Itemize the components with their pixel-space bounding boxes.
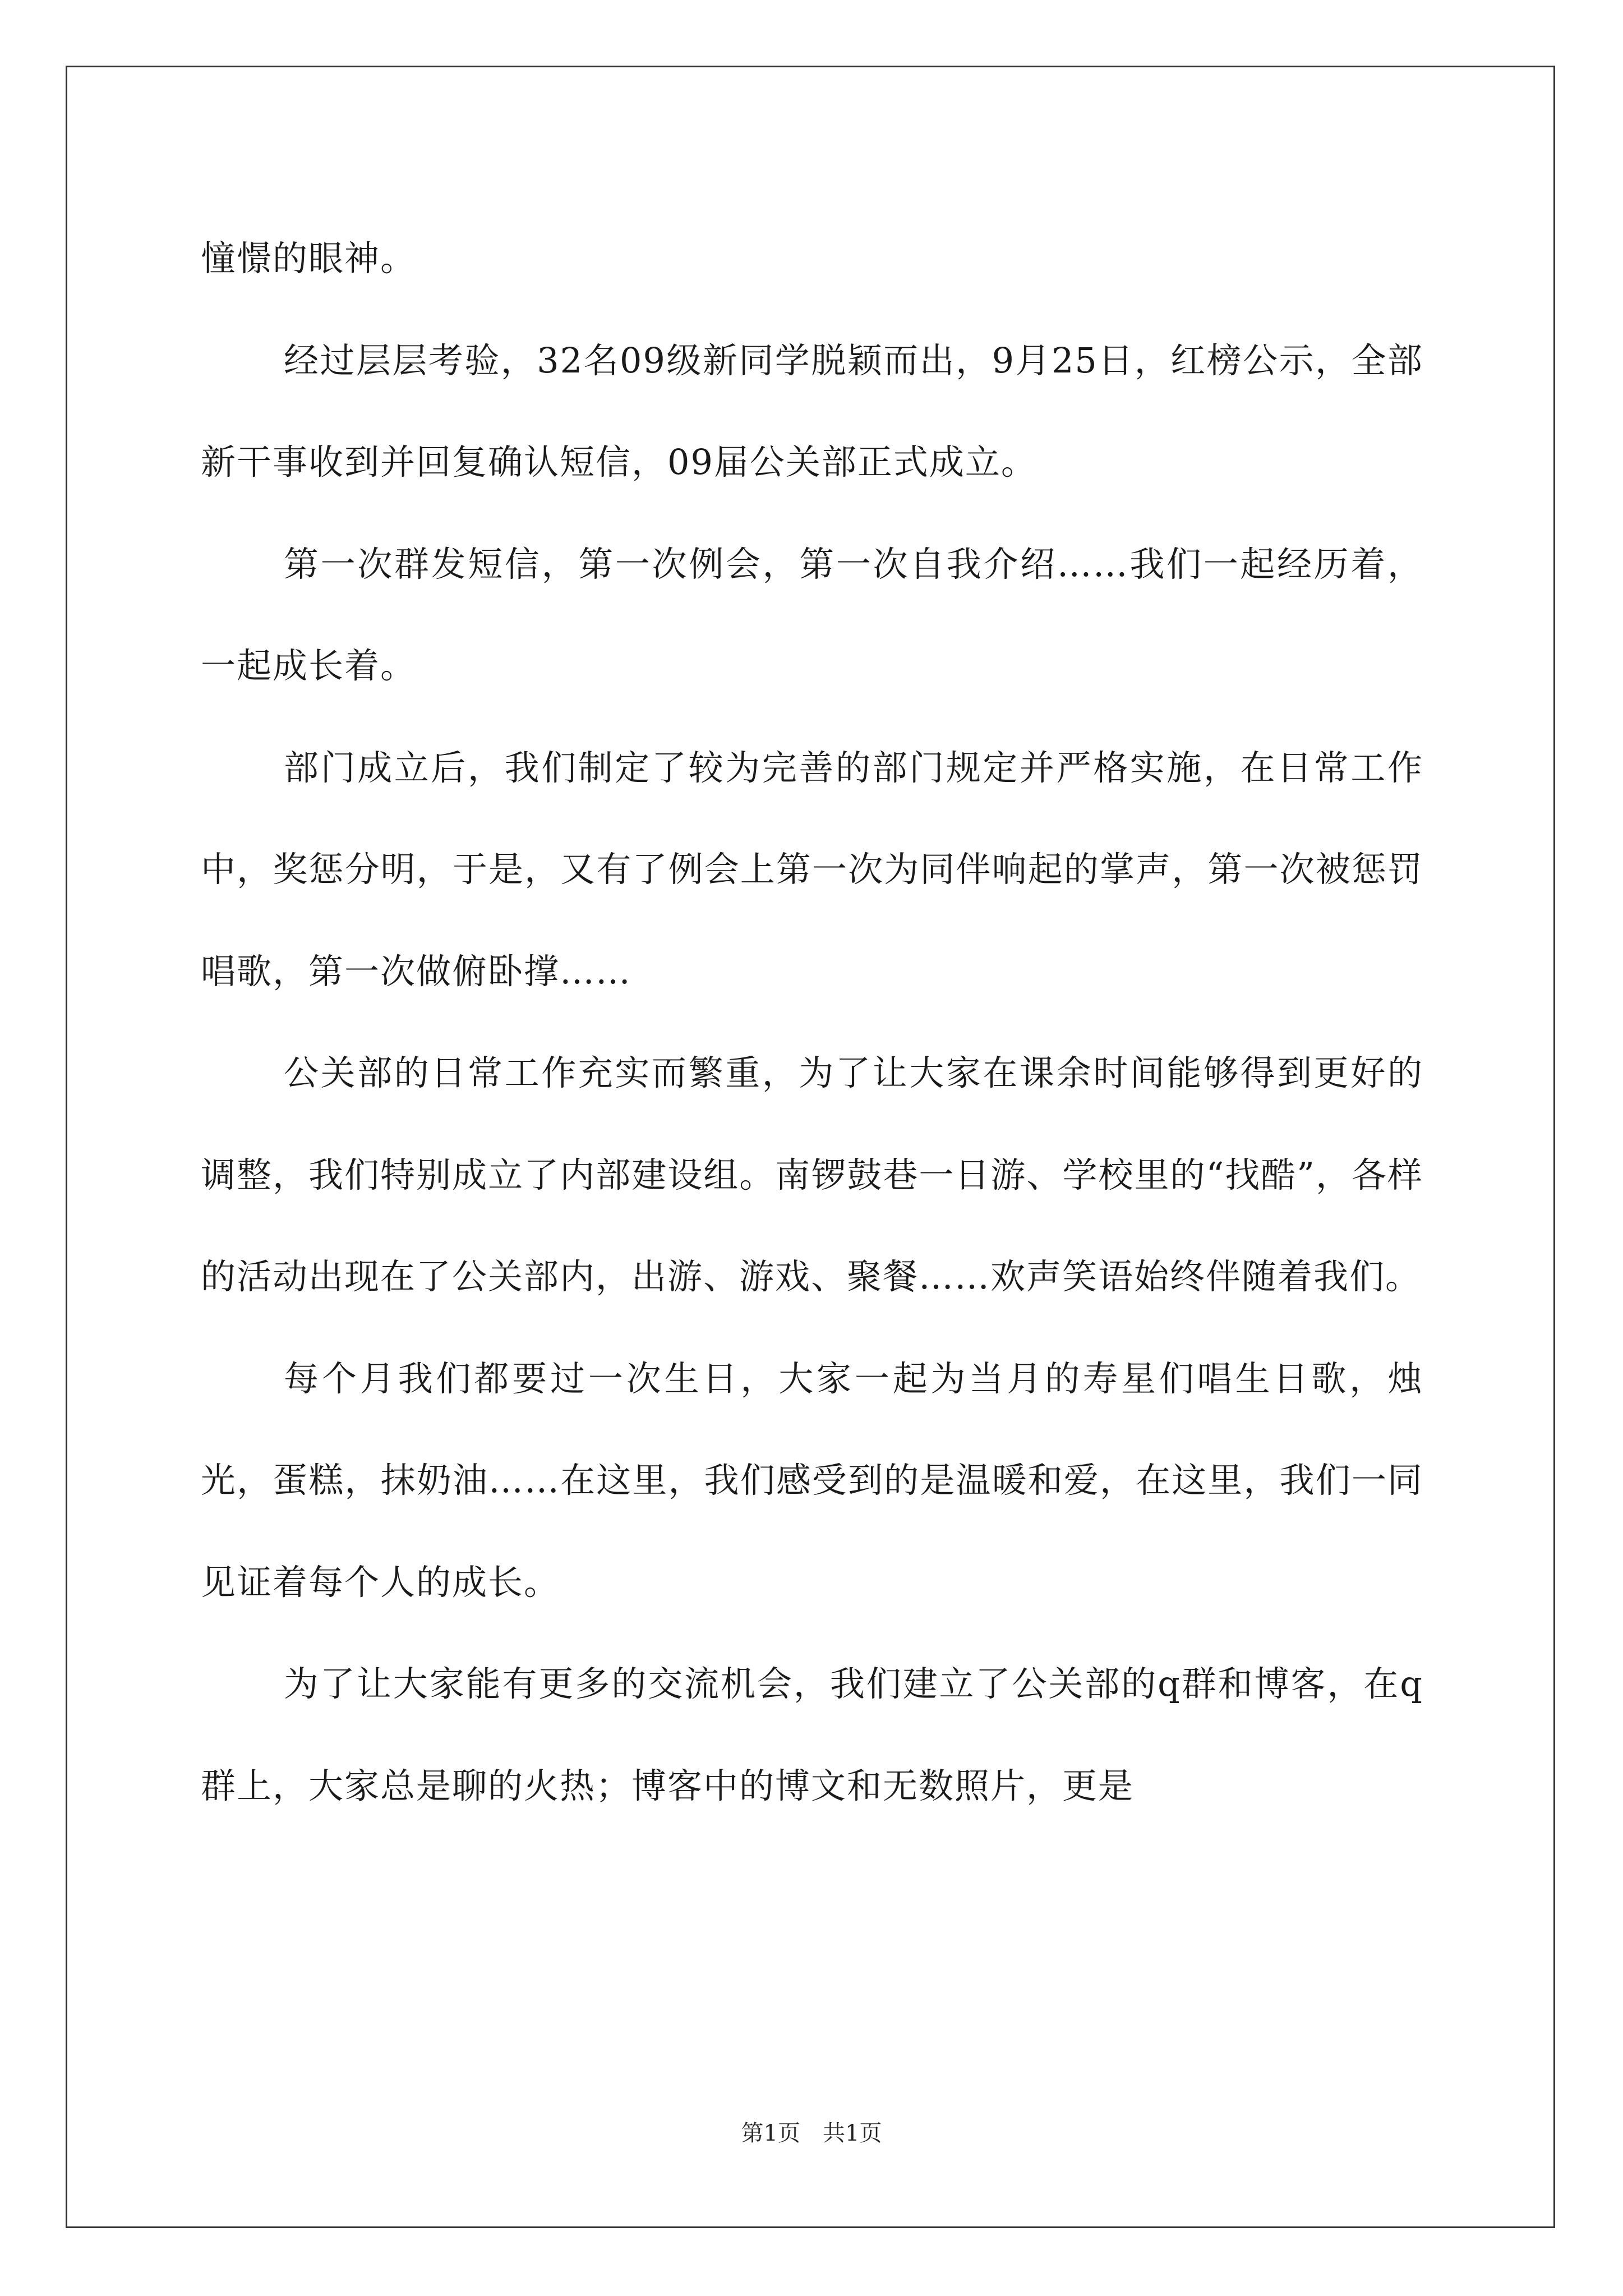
paragraph: 经过层层考验，32名09级新同学脱颖而出，9月25日，红榜公示，全部新干事收到并回复确认短信，09届公关部正式成立。 [201,339,1423,482]
paragraph: 为了让大家能有更多的交流机会，我们建立了公关部的q群和博客，在q群上，大家总是聊的火热；博客中的博文和无数照片，更是 [201,1663,1423,1806]
page-number-total: 共1页 [823,2120,882,2146]
paragraph: 公关部的日常工作充实而繁重，为了让大家在课余时间能够得到更好的调整，我们特别成立了内部建设组。南锣鼓巷一日游、学校里的“找酷”，各样的活动出现在了公关部内，出游、游戏、聚餐……欢声笑语始终伴随着我们。 [201,1052,1423,1297]
paragraph: 每个月我们都要过一次生日，大家一起为当月的寿星们唱生日歌，烛光，蛋糕，抹奶油……在这里，我们感受到的是温暖和爱，在这里，我们一同见证着每个人的成长。 [201,1358,1423,1603]
page-number-current: 第1页 [741,2120,800,2146]
paragraph: 部门成立后，我们制定了较为完善的部门规定并严格实施，在日常工作中，奖惩分明，于是，又有了例会上第一次为同伴响起的掌声，第一次被惩罚唱歌，第一次做俯卧撑…… [201,747,1423,992]
paragraph: 憧憬的眼神。 [201,238,417,279]
paragraph: 第一次群发短信，第一次例会，第一次自我介绍……我们一起经历着，一起成长着。 [201,543,1423,686]
document-body [201,208,1423,1837]
page-footer [0,2119,1623,2147]
